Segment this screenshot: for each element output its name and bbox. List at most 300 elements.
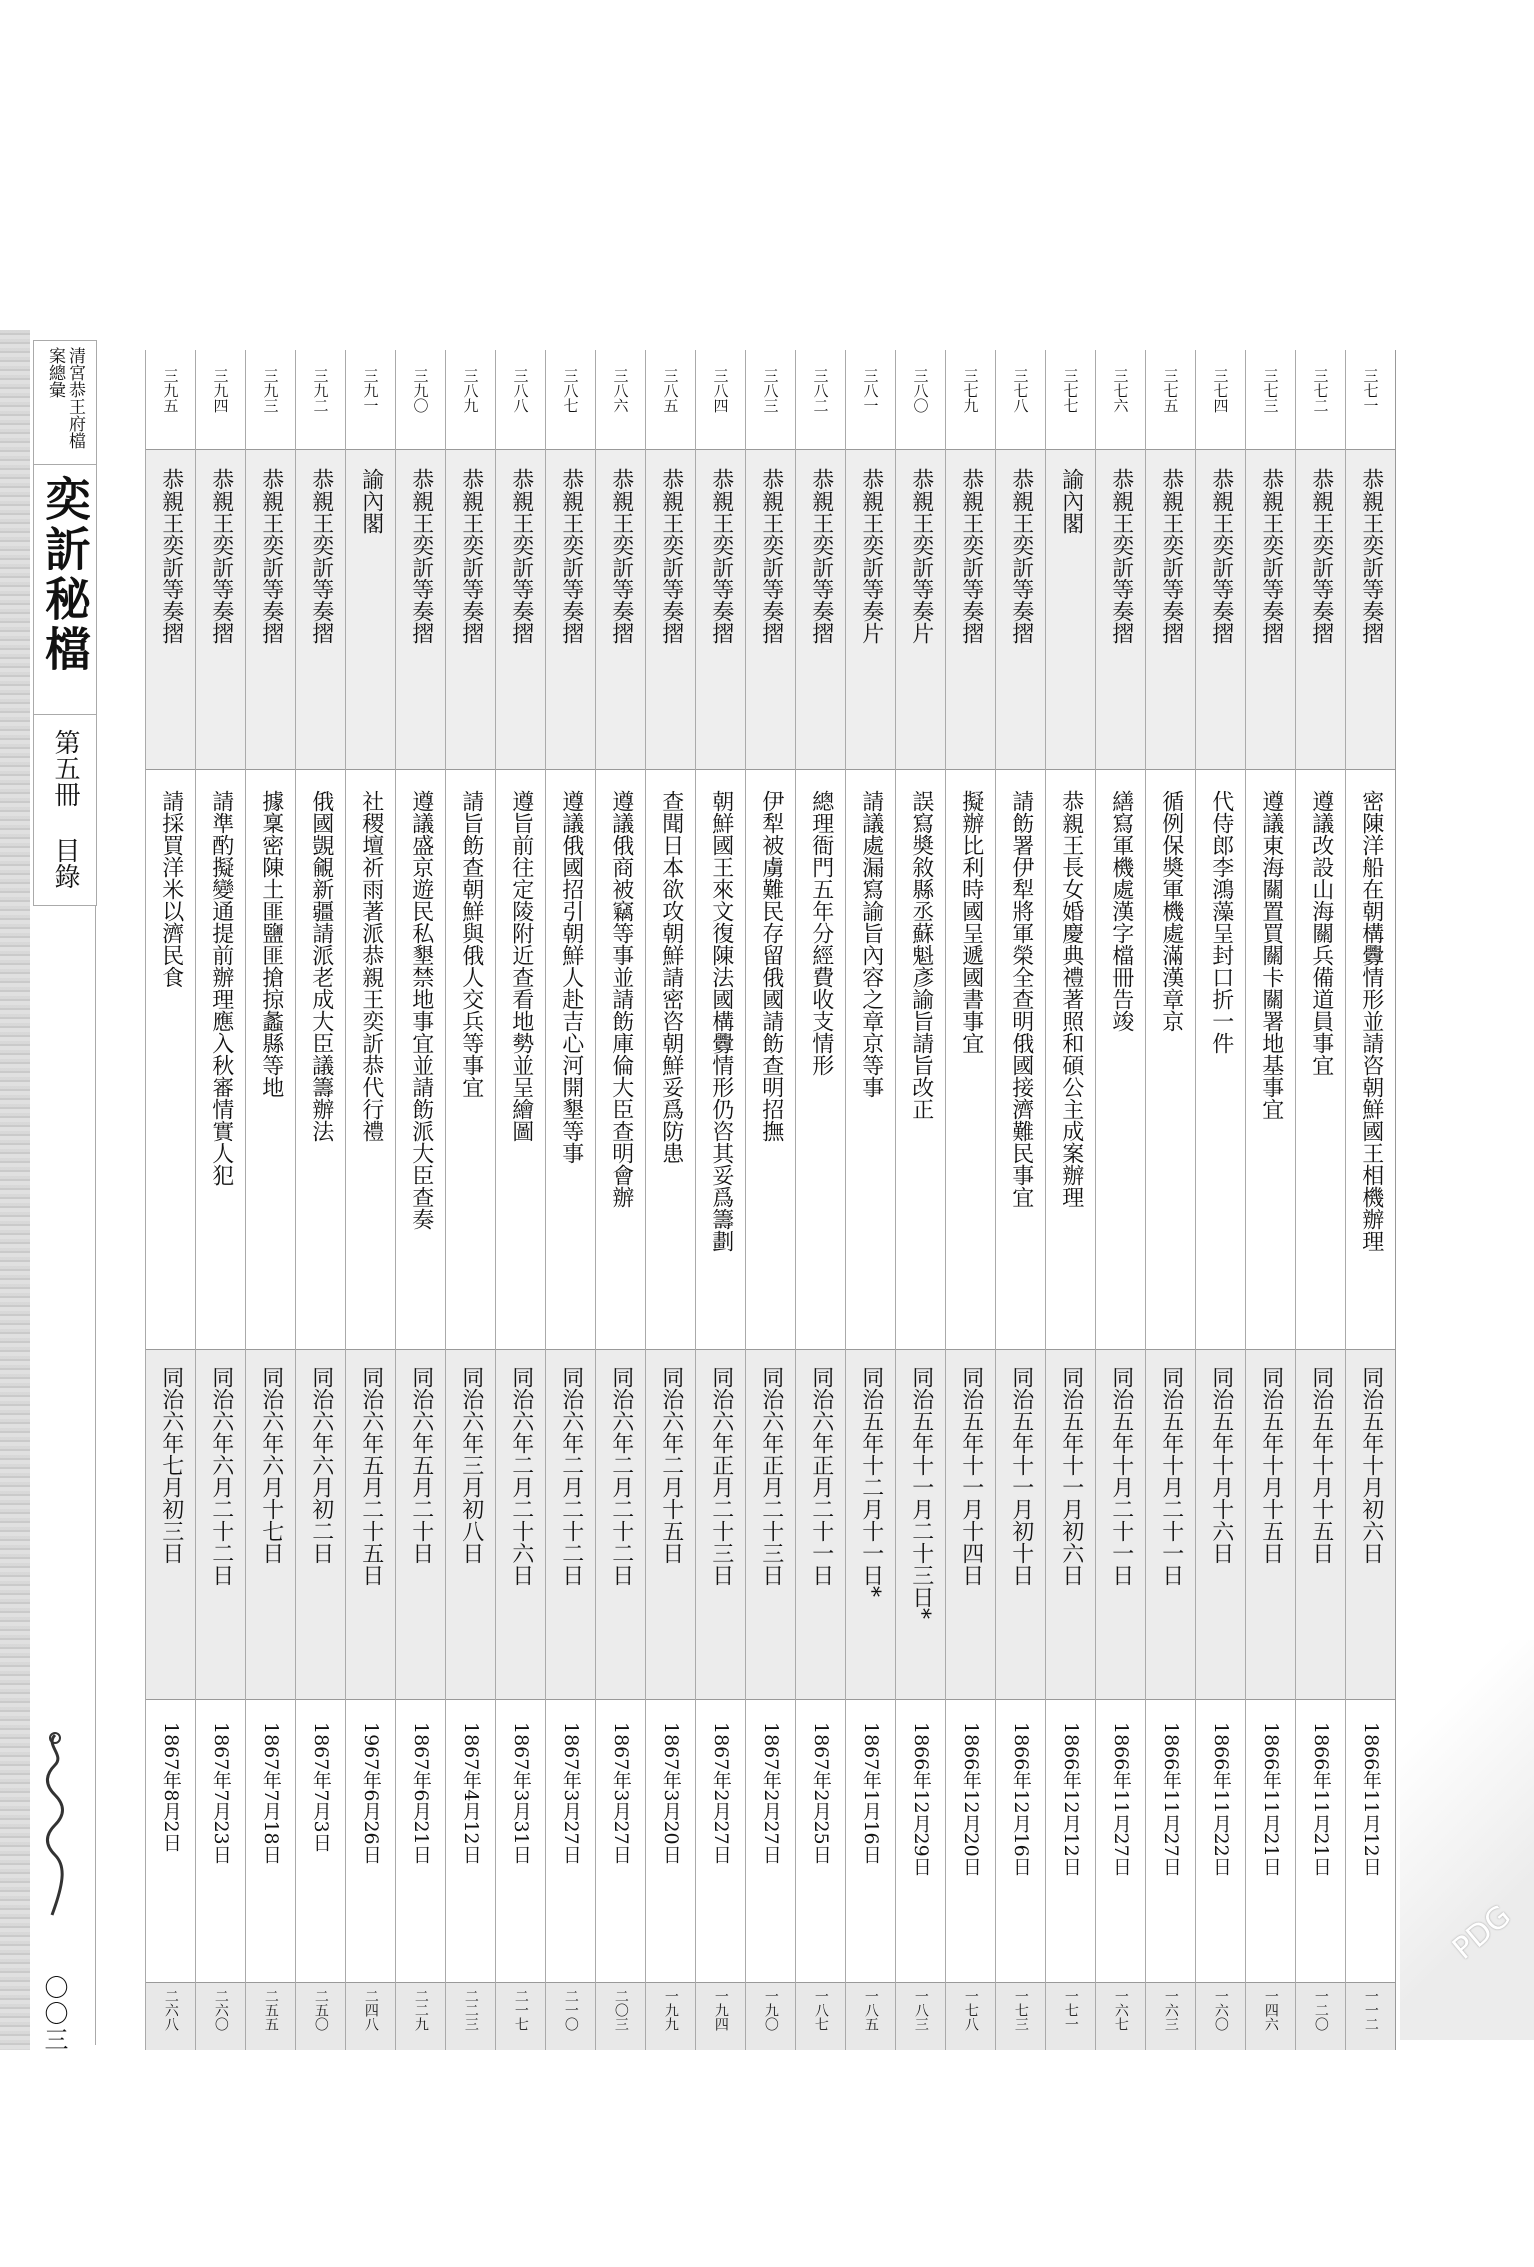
document-type-cell xyxy=(546,450,595,770)
western-date-cell xyxy=(596,1700,645,1983)
chinese-date-cell xyxy=(796,1350,845,1700)
table-row xyxy=(345,350,395,2050)
western-date: 1967年6月26日 xyxy=(359,1722,382,1864)
document-type-cell xyxy=(746,450,795,770)
page-number: 二四八 xyxy=(362,1989,379,2031)
entry-title-cell xyxy=(1296,770,1345,1350)
chinese-date: 同治六年正月二十三日 xyxy=(708,1366,734,1586)
western-date: 1866年11月21日 xyxy=(1259,1722,1282,1876)
entry-number-cell xyxy=(1096,350,1145,450)
page-number: 二五〇 xyxy=(312,1989,329,2031)
document-type: 恭親王奕訢等奏摺 xyxy=(208,468,234,644)
chinese-date: 同治六年二月二十二日 xyxy=(558,1366,584,1586)
table-row xyxy=(995,350,1045,2050)
document-type-cell xyxy=(446,450,495,770)
table-row xyxy=(445,350,495,2050)
series-title-box xyxy=(34,341,96,465)
page-number-cell xyxy=(1346,1983,1395,2050)
document-type: 恭親王奕訢等奏片 xyxy=(908,468,934,644)
entry-number: 三九三 xyxy=(261,368,280,413)
entry-number-cell xyxy=(1246,350,1295,450)
table-row xyxy=(695,350,745,2050)
western-date: 1867年2月27日 xyxy=(759,1722,782,1864)
entry-number-cell xyxy=(696,350,745,450)
western-date: 1867年7月3日 xyxy=(309,1722,332,1852)
western-date-cell xyxy=(446,1700,495,1983)
entry-title-cell xyxy=(746,770,795,1350)
chinese-date-cell xyxy=(196,1350,245,1700)
entry-number-cell xyxy=(1346,350,1395,450)
entry-number: 三九五 xyxy=(161,368,180,413)
page-number-cell xyxy=(1246,1983,1295,2050)
entry-number: 三八七 xyxy=(561,368,580,413)
entry-number-cell xyxy=(1296,350,1345,450)
table-row xyxy=(895,350,945,2050)
western-date: 1866年11月12日 xyxy=(1359,1722,1382,1876)
table-row xyxy=(1195,350,1245,2050)
table-row xyxy=(1295,350,1345,2050)
chinese-date: 同治六年正月二十三日 xyxy=(758,1366,784,1586)
entry-number: 三八六 xyxy=(611,368,630,413)
entry-title: 請議處漏寫諭旨內容之章京等事 xyxy=(858,790,884,1098)
series-title: 清宮恭王府檔案總彙 xyxy=(45,347,85,449)
entry-number: 三八一 xyxy=(861,368,880,413)
western-date: 1867年3月27日 xyxy=(609,1722,632,1864)
entry-number: 三九一 xyxy=(361,368,380,413)
western-date: 1866年12月29日 xyxy=(909,1722,932,1876)
document-type-cell xyxy=(1246,450,1295,770)
document-type-cell xyxy=(1296,450,1345,770)
entry-title-cell xyxy=(1046,770,1095,1350)
document-type: 恭親王奕訢等奏摺 xyxy=(608,468,634,644)
entry-title: 社稷壇祈雨著派恭親王奕訢恭代行禮 xyxy=(358,790,384,1142)
volume-label xyxy=(34,715,96,905)
document-type-cell xyxy=(196,450,245,770)
page-number: 二二三 xyxy=(462,1989,479,2031)
page-number-cell xyxy=(446,1983,495,2050)
page-number-cell xyxy=(596,1983,645,2050)
document-type: 諭內閣 xyxy=(358,468,384,534)
entry-number-cell xyxy=(746,350,795,450)
western-date-cell xyxy=(1196,1700,1245,1983)
page-number-cell xyxy=(696,1983,745,2050)
entry-title: 遵議盛京遊民私墾禁地事宜並請飭派大臣查奏 xyxy=(408,790,434,1230)
western-date-cell xyxy=(346,1700,395,1983)
page-number: 二一七 xyxy=(512,1989,529,2031)
table-row xyxy=(295,350,345,2050)
entry-number-cell xyxy=(896,350,945,450)
entry-title: 俄國覬覦新疆請派老成大臣議籌辦法 xyxy=(308,790,334,1142)
page-number: 一九〇 xyxy=(762,1989,779,2031)
chinese-date-cell xyxy=(1296,1350,1345,1700)
entry-title-cell xyxy=(646,770,695,1350)
document-type: 恭親王奕訢等奏摺 xyxy=(808,468,834,644)
entry-number: 三七六 xyxy=(1111,368,1130,413)
entry-number-cell xyxy=(846,350,895,450)
entry-number-cell xyxy=(396,350,445,450)
entry-title: 請準酌擬變通提前辦理應入秋審情實人犯 xyxy=(208,790,234,1186)
entry-number: 三九四 xyxy=(211,368,230,413)
entry-number: 三七九 xyxy=(961,368,980,413)
entry-title-cell xyxy=(1346,770,1395,1350)
entry-title-cell xyxy=(396,770,445,1350)
chinese-date: 同治六年五月二十日 xyxy=(408,1366,434,1564)
entry-number-cell xyxy=(246,350,295,450)
page-number: 一七一 xyxy=(1062,1989,1079,2031)
chinese-date: 同治五年十一月初六日 xyxy=(1058,1366,1084,1586)
page-number: 一六〇 xyxy=(1212,1989,1229,2031)
page-number-cell xyxy=(1096,1983,1145,2050)
entry-number-cell xyxy=(596,350,645,450)
western-date: 1867年8月2日 xyxy=(159,1722,182,1852)
entry-number-cell xyxy=(146,350,195,450)
page-number: 一八三 xyxy=(912,1989,929,2031)
document-type: 恭親王奕訢等奏摺 xyxy=(1008,468,1034,644)
entry-title-cell xyxy=(596,770,645,1350)
document-type-cell xyxy=(996,450,1045,770)
western-date-cell xyxy=(646,1700,695,1983)
volume-number: 第五冊 xyxy=(50,729,80,807)
table-row xyxy=(495,350,545,2050)
document-type-cell xyxy=(796,450,845,770)
page-number-cell xyxy=(1296,1983,1345,2050)
entry-number: 三七七 xyxy=(1061,368,1080,413)
page-number: 一二〇 xyxy=(1312,1989,1329,2031)
table-row xyxy=(245,350,295,2050)
western-date-cell xyxy=(396,1700,445,1983)
chinese-date-cell xyxy=(896,1350,945,1700)
chinese-date: 同治五年十月十五日 xyxy=(1308,1366,1334,1564)
chinese-date: 同治六年正月二十一日 xyxy=(808,1366,834,1586)
chinese-date: 同治五年十一月二十三日* xyxy=(908,1366,934,1619)
entry-title: 誤寫奬敘縣丞蘇魁彥諭旨請旨改正 xyxy=(908,790,934,1120)
page-number-cell xyxy=(796,1983,845,2050)
page-number-cell xyxy=(846,1983,895,2050)
chinese-date-cell xyxy=(496,1350,545,1700)
page-number: 二一〇 xyxy=(562,1989,579,2031)
entry-number: 三八八 xyxy=(511,368,530,413)
western-date-cell xyxy=(796,1700,845,1983)
entry-number: 三九二 xyxy=(311,368,330,413)
document-type-cell xyxy=(946,450,995,770)
document-type-cell xyxy=(146,450,195,770)
page-number: 一七三 xyxy=(1012,1989,1029,2031)
entry-number-cell xyxy=(496,350,545,450)
western-date: 1867年7月23日 xyxy=(209,1722,232,1864)
document-type: 恭親王奕訢等奏摺 xyxy=(758,468,784,644)
entry-title-cell xyxy=(696,770,745,1350)
page-number-cell xyxy=(246,1983,295,2050)
western-date: 1866年12月16日 xyxy=(1009,1722,1032,1876)
entry-number: 三七三 xyxy=(1261,368,1280,413)
page-number: 二五五 xyxy=(262,1989,279,2031)
entry-number: 三八五 xyxy=(661,368,680,413)
chinese-date-cell xyxy=(146,1350,195,1700)
western-date: 1867年4月12日 xyxy=(459,1722,482,1864)
document-type-cell xyxy=(646,450,695,770)
entry-title-cell xyxy=(1096,770,1145,1350)
book-header xyxy=(33,340,97,906)
table-row xyxy=(145,350,195,2050)
western-date-cell xyxy=(946,1700,995,1983)
chinese-date-cell xyxy=(646,1350,695,1700)
page-number: 一六三 xyxy=(1162,1989,1179,2031)
chinese-date-cell xyxy=(346,1350,395,1700)
page-number: 二六八 xyxy=(162,1989,179,2031)
chinese-date: 同治五年十二月十一日* xyxy=(858,1366,884,1597)
document-type-cell xyxy=(696,450,745,770)
western-date: 1867年2月25日 xyxy=(809,1722,832,1864)
document-type-cell xyxy=(396,450,445,770)
western-date: 1867年3月31日 xyxy=(509,1722,532,1864)
entry-number-cell xyxy=(1146,350,1195,450)
table-row xyxy=(545,350,595,2050)
chinese-date: 同治五年十一月初十日 xyxy=(1008,1366,1034,1586)
western-date: 1867年3月27日 xyxy=(559,1722,582,1864)
entry-title-cell xyxy=(996,770,1045,1350)
western-date: 1867年6月21日 xyxy=(409,1722,432,1864)
table-row xyxy=(745,350,795,2050)
entry-title-cell xyxy=(446,770,495,1350)
entry-title-cell xyxy=(1196,770,1245,1350)
western-date-cell xyxy=(246,1700,295,1983)
western-date: 1866年12月12日 xyxy=(1059,1722,1082,1876)
western-date-cell xyxy=(1146,1700,1195,1983)
chinese-date-cell xyxy=(1346,1350,1395,1700)
western-date: 1866年11月21日 xyxy=(1309,1722,1332,1876)
western-date-cell xyxy=(196,1700,245,1983)
entry-title-cell xyxy=(546,770,595,1350)
western-date: 1866年11月22日 xyxy=(1209,1722,1232,1876)
document-type-cell xyxy=(596,450,645,770)
entry-title: 遵議俄國招引朝鮮人赴吉心河開墾等事 xyxy=(558,790,584,1164)
document-type-cell xyxy=(1046,450,1095,770)
page-number-cell xyxy=(896,1983,945,2050)
page-number: 一八七 xyxy=(812,1989,829,2031)
document-type-cell xyxy=(1146,450,1195,770)
chinese-date-cell xyxy=(696,1350,745,1700)
page-number: 一九四 xyxy=(712,1989,729,2031)
document-type-cell xyxy=(346,450,395,770)
document-type: 恭親王奕訢等奏摺 xyxy=(258,468,284,644)
table-row xyxy=(595,350,645,2050)
chinese-date: 同治五年十一月十四日 xyxy=(958,1366,984,1586)
western-date-cell xyxy=(296,1700,345,1983)
chinese-date: 同治五年十月十六日 xyxy=(1208,1366,1234,1564)
entry-title: 密陳洋船在朝構釁情形並請咨朝鮮國王相機辦理 xyxy=(1358,790,1384,1252)
chinese-date: 同治五年十月二十一日 xyxy=(1108,1366,1134,1586)
page-number-cell xyxy=(296,1983,345,2050)
entry-number: 三七一 xyxy=(1361,368,1380,413)
western-date: 1867年3月20日 xyxy=(659,1722,682,1864)
chinese-date-cell xyxy=(846,1350,895,1700)
entry-title-cell xyxy=(346,770,395,1350)
book-title-box xyxy=(34,465,96,715)
chinese-date-cell xyxy=(1046,1350,1095,1700)
chinese-date: 同治六年六月初二日 xyxy=(308,1366,334,1564)
document-type: 恭親王奕訢等奏摺 xyxy=(1258,468,1284,644)
entry-title: 朝鮮國王來文復陳法國構釁情形仍咨其妥爲籌劃 xyxy=(708,790,734,1252)
entry-number-cell xyxy=(346,350,395,450)
document-type: 恭親王奕訢等奏摺 xyxy=(658,468,684,644)
entry-title: 請採買洋米以濟民食 xyxy=(158,790,184,988)
document-type-cell xyxy=(1196,450,1245,770)
entry-number: 三七五 xyxy=(1161,368,1180,413)
entry-title-cell xyxy=(1146,770,1195,1350)
entry-title: 請飭署伊犁將軍榮全查明俄國接濟難民事宜 xyxy=(1008,790,1034,1208)
chinese-date: 同治六年二月二十二日 xyxy=(608,1366,634,1586)
document-type-cell xyxy=(246,450,295,770)
entry-title: 恭親王長女婚慶典禮著照和碩公主成案辦理 xyxy=(1058,790,1084,1208)
table-row xyxy=(1345,350,1395,2050)
entry-title-cell xyxy=(196,770,245,1350)
entry-title-cell xyxy=(846,770,895,1350)
entry-number-cell xyxy=(546,350,595,450)
document-type-cell xyxy=(896,450,945,770)
entry-number: 三八九 xyxy=(461,368,480,413)
chinese-date-cell xyxy=(996,1350,1045,1700)
western-date-cell xyxy=(1246,1700,1295,1983)
western-date-cell xyxy=(146,1700,195,1983)
document-type: 恭親王奕訢等奏摺 xyxy=(958,468,984,644)
chinese-date-cell xyxy=(946,1350,995,1700)
document-type-cell xyxy=(1096,450,1145,770)
page-number: 二〇三 xyxy=(612,1989,629,2031)
entry-title: 總理衙門五年分經費收支情形 xyxy=(808,790,834,1076)
page-number-cell xyxy=(1046,1983,1095,2050)
western-date: 1866年11月27日 xyxy=(1109,1722,1132,1876)
entry-title-cell xyxy=(496,770,545,1350)
entry-number-cell xyxy=(196,350,245,450)
table-row xyxy=(1145,350,1195,2050)
page-number-cell xyxy=(546,1983,595,2050)
page-number-cell xyxy=(146,1983,195,2050)
page-number-cell xyxy=(196,1983,245,2050)
entry-number-cell xyxy=(446,350,495,450)
chinese-date: 同治六年五月二十五日 xyxy=(358,1366,384,1586)
page-number: 一八五 xyxy=(862,1989,879,2031)
entry-title: 遵議東海關置買關卡關署地基事宜 xyxy=(1258,790,1284,1120)
chinese-date-cell xyxy=(396,1350,445,1700)
document-type: 恭親王奕訢等奏摺 xyxy=(408,468,434,644)
document-type-cell xyxy=(496,450,545,770)
dragon-ornament-icon xyxy=(40,1730,70,1920)
document-type: 恭親王奕訢等奏片 xyxy=(858,468,884,644)
entry-title: 代侍郎李鴻藻呈封口折一件 xyxy=(1208,790,1234,1054)
entry-title-cell xyxy=(146,770,195,1350)
entry-number-cell xyxy=(796,350,845,450)
entry-number-cell xyxy=(996,350,1045,450)
entry-title: 遵議俄商被竊等事並請飭庫倫大臣查明會辦 xyxy=(608,790,634,1208)
document-type: 恭親王奕訢等奏摺 xyxy=(1108,468,1134,644)
western-date-cell xyxy=(546,1700,595,1983)
document-type-cell xyxy=(296,450,345,770)
entry-number: 三八三 xyxy=(761,368,780,413)
document-type: 恭親王奕訢等奏摺 xyxy=(1358,468,1384,644)
entry-number: 三七八 xyxy=(1011,368,1030,413)
document-type: 恭親王奕訢等奏摺 xyxy=(308,468,334,644)
table-row xyxy=(1245,350,1295,2050)
document-type: 恭親王奕訢等奏摺 xyxy=(708,468,734,644)
page-number-cell xyxy=(1146,1983,1195,2050)
table-row xyxy=(645,350,695,2050)
entry-number-cell xyxy=(1046,350,1095,450)
chinese-date-cell xyxy=(546,1350,595,1700)
western-date-cell xyxy=(1096,1700,1145,1983)
table-row xyxy=(1045,350,1095,2050)
table-row xyxy=(945,350,995,2050)
chinese-date: 同治五年十月二十一日 xyxy=(1158,1366,1184,1586)
chinese-date: 同治六年二月十五日 xyxy=(658,1366,684,1564)
western-date-cell xyxy=(1296,1700,1345,1983)
western-date-cell xyxy=(1046,1700,1095,1983)
entry-number: 三八四 xyxy=(711,368,730,413)
chinese-date: 同治五年十月初六日 xyxy=(1358,1366,1384,1564)
table-row xyxy=(795,350,845,2050)
western-date: 1866年11月27日 xyxy=(1159,1722,1182,1876)
table-of-contents xyxy=(145,350,1396,2050)
entry-number: 三九〇 xyxy=(411,368,430,413)
page-number: 一四六 xyxy=(1262,1989,1279,2031)
western-date-cell xyxy=(996,1700,1045,1983)
entry-title: 查聞日本欲攻朝鮮請密咨朝鮮妥爲防患 xyxy=(658,790,684,1164)
chinese-date-cell xyxy=(446,1350,495,1700)
chinese-date-cell xyxy=(1146,1350,1195,1700)
page-number: 一九九 xyxy=(662,1989,679,2031)
document-type: 恭親王奕訢等奏摺 xyxy=(158,468,184,644)
table-row xyxy=(1095,350,1145,2050)
document-type: 恭親王奕訢等奏摺 xyxy=(1308,468,1334,644)
entry-number-cell xyxy=(646,350,695,450)
page-number: 二六〇 xyxy=(212,1989,229,2031)
entry-title-cell xyxy=(896,770,945,1350)
western-date: 1867年1月16日 xyxy=(859,1722,882,1864)
chinese-date: 同治六年三月初八日 xyxy=(458,1366,484,1564)
document-type-cell xyxy=(846,450,895,770)
document-type: 恭親王奕訢等奏摺 xyxy=(558,468,584,644)
document-type: 諭內閣 xyxy=(1058,468,1084,534)
western-date: 1867年2月27日 xyxy=(709,1722,732,1864)
entry-title: 遵旨前往定陵附近查看地勢並呈繪圖 xyxy=(508,790,534,1142)
western-date-cell xyxy=(746,1700,795,1983)
page-number-cell xyxy=(346,1983,395,2050)
western-date-cell xyxy=(846,1700,895,1983)
entry-number-cell xyxy=(1196,350,1245,450)
chinese-date: 同治六年六月十七日 xyxy=(258,1366,284,1564)
book-binding-edge xyxy=(0,330,30,2050)
book-title: 奕訢秘檔 xyxy=(38,475,92,675)
entry-title: 擬辦比利時國呈遞國書事宜 xyxy=(958,790,984,1054)
entry-title-cell xyxy=(246,770,295,1350)
entry-number: 三七四 xyxy=(1211,368,1230,413)
document-type: 恭親王奕訢等奏摺 xyxy=(1158,468,1184,644)
entry-title: 伊犁被虜難民存留俄國請飭查明招撫 xyxy=(758,790,784,1142)
watermark-text: PDG xyxy=(1445,1898,1518,1967)
watermark xyxy=(1400,1640,1534,2040)
page-number-cell xyxy=(646,1983,695,2050)
western-date-cell xyxy=(696,1700,745,1983)
section-name: 目錄 xyxy=(50,837,80,889)
entry-number: 三八二 xyxy=(811,368,830,413)
document-type: 恭親王奕訢等奏摺 xyxy=(508,468,534,644)
chinese-date: 同治五年十月十五日 xyxy=(1258,1366,1284,1564)
western-date: 1866年12月20日 xyxy=(959,1722,982,1876)
page-number-cell xyxy=(996,1983,1045,2050)
entry-number-cell xyxy=(296,350,345,450)
western-date-cell xyxy=(1346,1700,1395,1983)
document-type: 恭親王奕訢等奏摺 xyxy=(1208,468,1234,644)
entry-title: 請旨飭查朝鮮與俄人交兵等事宜 xyxy=(458,790,484,1098)
